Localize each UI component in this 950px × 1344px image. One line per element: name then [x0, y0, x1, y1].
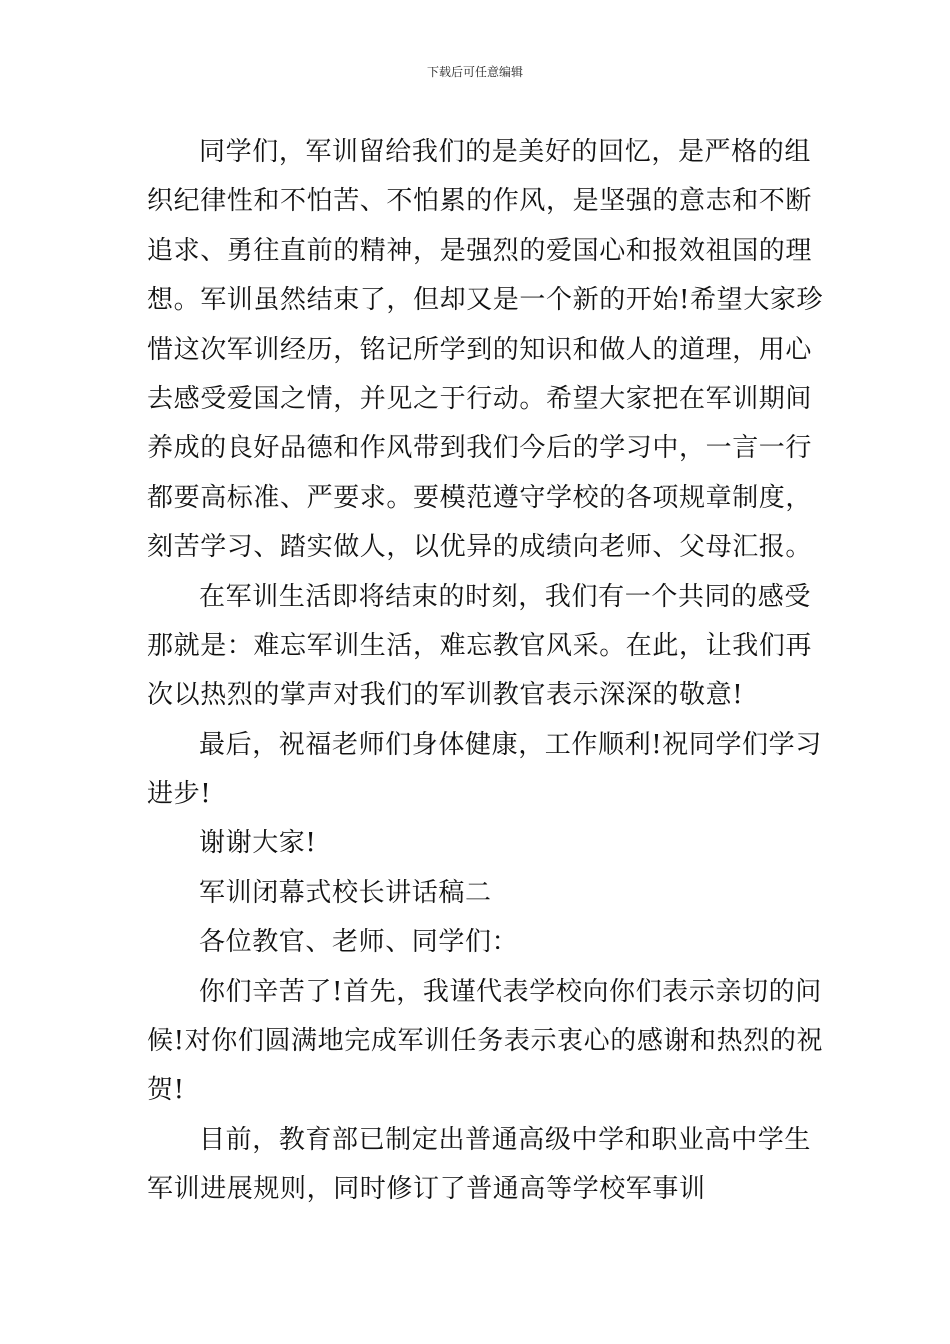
text-line: 候!对你们圆满地完成军训任务表示衷心的感谢和热烈的祝	[147, 1026, 824, 1057]
text-line: 谢谢大家!	[199, 828, 317, 859]
text-line: 同学们，军训留给我们的是美好的回忆，是严格的组	[199, 137, 811, 167]
text-line: 那就是：难忘军训生活，难忘教官风采。在此，让我们再	[147, 630, 813, 661]
text-line: 织纪律性和不怕苦、不怕累的作风，是坚强的意志和不断	[147, 186, 813, 217]
text-line: 你们辛苦了!首先，我谨代表学校向你们表示亲切的问	[199, 976, 822, 1007]
salutation: 各位教官、老师、同学们：	[199, 927, 519, 958]
text-line: 最后，祝福老师们身体健康，工作顺利!祝同学们学习	[199, 729, 822, 760]
text-line: 都要高标准、严要求。要模范遵守学校的各项规章制度，	[147, 482, 813, 513]
text-line: 去感受爱国之情，并见之于行动。希望大家把在军训期间	[147, 383, 813, 414]
text-line: 养成的良好品德和作风带到我们今后的学习中，一言一行	[147, 433, 813, 464]
text-line: 刻苦学习、踏实做人，以优异的成绩向老师、父母汇报。	[147, 532, 813, 563]
text-line: 贺!	[147, 1075, 185, 1106]
text-line: 惜这次军训经历，铭记所学到的知识和做人的道理，用心	[147, 334, 813, 365]
text-line: 想。军训虽然结束了，但却又是一个新的开始!希望大家珍	[147, 285, 824, 316]
section-title: 军训闭幕式校长讲话稿二	[199, 877, 492, 908]
text-line: 目前，教育部已制定出普通高级中学和职业高中学生	[199, 1124, 811, 1155]
text-line: 追求、勇往直前的精神，是强烈的爱国心和报效祖国的理	[147, 235, 813, 266]
document-body	[147, 128, 824, 1215]
text-line: 军训进展规则，同时修订了普通高等学校军事训	[147, 1174, 706, 1205]
page-header: 下载后可任意编辑	[426, 65, 523, 79]
text-line: 在军训生活即将结束的时刻，我们有一个共同的感受	[199, 581, 811, 612]
text-line: 进步!	[147, 779, 212, 810]
text-line: 次以热烈的掌声对我们的军训教官表示深深的敬意!	[147, 680, 744, 711]
